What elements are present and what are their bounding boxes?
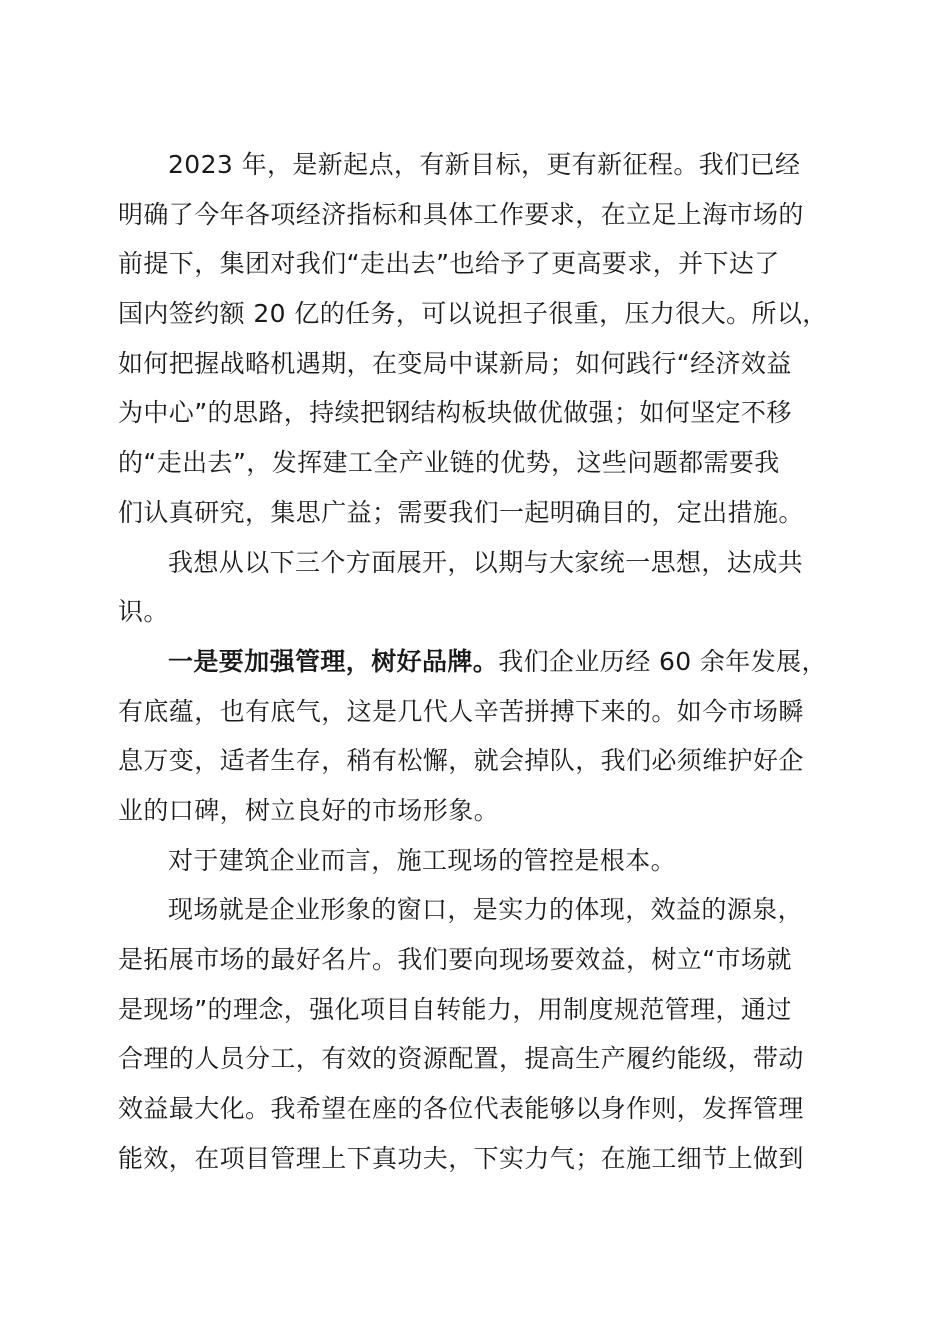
text-line: 2023 年，是新起点，有新目标，更有新征程。我们已经	[168, 150, 801, 179]
text-line: 息万变，适者生存，稍有松懈，就会掉队，我们必须维护好企	[118, 746, 804, 776]
text-line	[118, 637, 827, 687]
text-line: 效益最大化。我希望在座的各位代表能够以身作则，发挥管理	[118, 1094, 804, 1124]
text-line: 识。	[118, 597, 169, 627]
section-heading: 一是要加强管理，树好品牌。	[168, 646, 499, 676]
text-line: 对于建筑企业而言，施工现场的管控是根本。	[168, 845, 677, 875]
text-line: 国内签约额 20 亿的任务，可以说担子很重，压力很大。所以，	[118, 299, 828, 329]
document-body	[118, 140, 828, 1183]
text-line: 现场就是企业形象的窗口，是实力的体现，效益的源泉，	[168, 895, 804, 925]
text-line: 明确了今年各项经济指标和具体工作要求，在立足上海市场的	[118, 199, 804, 229]
text-line: 前提下，集团对我们“走出去”也给予了更高要求，并下达了	[118, 249, 780, 279]
text-line: 是现场”的理念，强化项目自转能力，用制度规范管理，通过	[118, 994, 792, 1024]
text-line: 有底蕴，也有底气，这是几代人辛苦拼搏下来的。如今市场瞬	[118, 696, 804, 726]
text-line: 的“走出去”，发挥建工全产业链的优势，这些问题都需要我	[118, 448, 780, 478]
text-line: 如何把握战略机遇期，在变局中谋新局；如何践行“经济效益	[118, 348, 792, 378]
text-line: 业的口碑，树立良好的市场形象。	[118, 795, 500, 825]
text-line: 是拓展市场的最好名片。我们要向现场要效益，树立“市场就	[118, 945, 792, 974]
text-line: 合理的人员分工，有效的资源配置，提高生产履约能级，带动	[118, 1044, 804, 1074]
section-text: 我们企业历经 60 余年发展，	[498, 646, 827, 676]
text-line: 能效，在项目管理上下真功夫，下实力气；在施工细节上做到	[118, 1143, 804, 1173]
text-line: 我想从以下三个方面展开，以期与大家统一思想，达成共	[168, 547, 804, 577]
text-line: 为中心”的思路，持续把钢结构板块做优做强；如何坚定不移	[118, 398, 792, 428]
text-line: 们认真研究，集思广益；需要我们一起明确目的，定出措施。	[118, 497, 804, 527]
